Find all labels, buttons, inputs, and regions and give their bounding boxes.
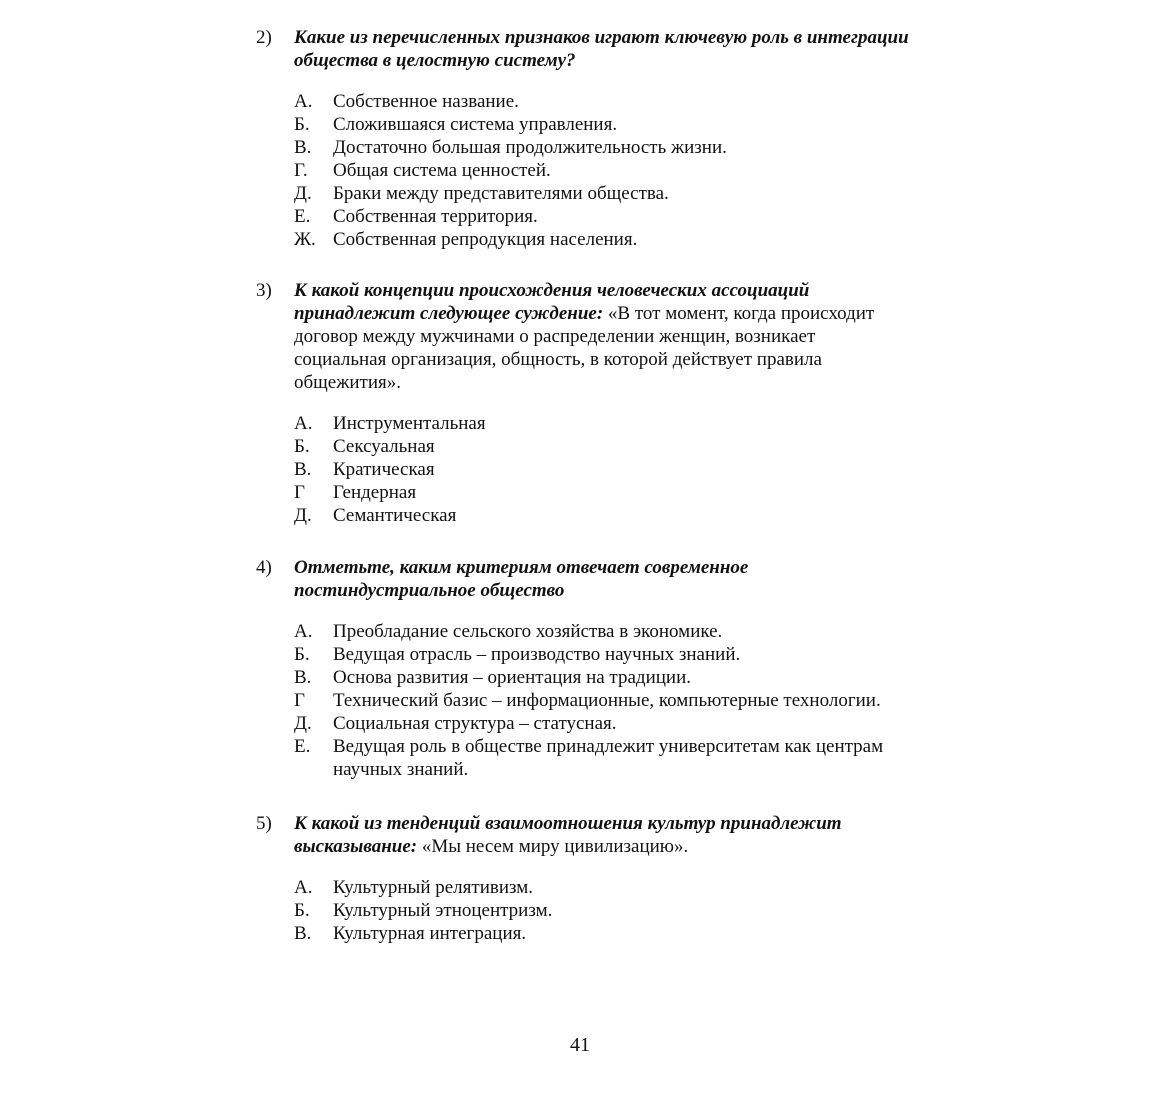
page-number: 41: [570, 1034, 590, 1056]
question-number: 4): [256, 557, 272, 578]
answer-option: Е. Ведущая роль в обществе принадлежит университетам как центрам научных знаний.: [294, 736, 884, 780]
answer-option: Б. Ведущая отрасль – производство научных знаний.: [294, 644, 741, 665]
question-number: 3): [256, 280, 272, 301]
question-2: [256, 26, 912, 251]
answer-option: В. Культурная интеграция.: [294, 923, 527, 944]
question-text: Отметьте, каким критериям отвечает современное постиндустриальное общество: [294, 557, 749, 601]
question-number: 2): [256, 27, 272, 48]
answer-option: Д. Браки между представителями общества.: [294, 183, 669, 204]
question-4: [256, 556, 912, 781]
answer-option: Г Технический базис – информационные, компьютерные технологии.: [294, 690, 881, 711]
question-number: 5): [256, 813, 272, 834]
answer-option: А. Преобладание сельского хозяйства в экономике.: [294, 621, 723, 642]
answer-option: А. Собственное название.: [294, 91, 519, 112]
answer-option: А. Культурный релятивизм.: [294, 877, 534, 898]
question-text: Какие из перечисленных признаков играют ключевую роль в интеграции общества в целостную систему?: [294, 27, 909, 71]
question-quote: «Мы несем миру цивилизацию».: [417, 836, 689, 857]
answer-option: Г. Общая система ценностей.: [294, 160, 551, 181]
answer-option: Д. Социальная структура – статусная.: [294, 713, 617, 734]
answer-option: Б. Культурный этноцентризм.: [294, 900, 553, 921]
answer-option: Г Гендерная: [294, 482, 417, 503]
answer-option: Ж. Собственная репродукция населения.: [294, 229, 638, 250]
answer-option: В. Достаточно большая продолжительность жизни.: [294, 137, 727, 158]
question-text: К какой из тенденций взаимоотношения культур принадлежит высказывание:: [294, 813, 842, 857]
answer-option: Б. Сложившаяся система управления.: [294, 114, 618, 135]
answer-option: А. Инструментальная: [294, 413, 486, 434]
question-3: [256, 279, 912, 527]
question-5: [256, 812, 912, 945]
question-text: К какой концепции происхождения человеческих ассоциаций принадлежит следующее суждение:: [294, 280, 810, 324]
answer-option: В. Основа развития – ориентация на традиции.: [294, 667, 691, 688]
answer-option: В. Кратическая: [294, 459, 435, 480]
question-quote: «В тот момент, когда происходит договор между мужчинами о распределении женщин, возникает социальная организация, общность, в которой действует правила общежития».: [294, 303, 875, 393]
answer-option: Б. Сексуальная: [294, 436, 435, 457]
answer-option: Д. Семантическая: [294, 505, 457, 526]
answer-option: Е. Собственная территория.: [294, 206, 538, 227]
